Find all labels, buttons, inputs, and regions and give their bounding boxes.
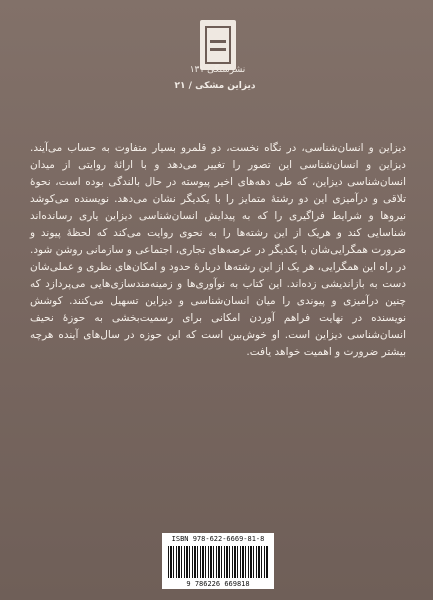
series-number: نشرشنگی ۱۳۱ xyxy=(189,65,246,75)
barcode xyxy=(162,533,274,589)
barcode-bars xyxy=(168,546,268,578)
logo-mark-icon xyxy=(205,26,231,64)
blurb-paragraph: دیزاین و انسان‌شناسی، در نگاه نخست، دو قلمرو بسیار متفاوت به حساب می‌آیند. دیزاین و انسان‌شناسی این تصور را تغییر می‌دهد و با ارائهٔ روایتی از میدان انسان‌شناسی دیزاین، که طی دهه‌های اخیر پیوسته در حال بالندگی بوده است، نحوهٔ تلاقی و درآمیزی این دو رشتهٔ متمایز را با یکدیگر نشان می‌دهد. نویسنده می‌کوشد نیروها و شرایط فراگیری را که به پیدایش انسان‌شناسی دیزاین یاری رسانده‌اند شناسایی کند و هریک از این رشته‌ها را به نحوی روایت می‌کند که لحظهٔ پیوند و ضرورت همگرایی‌شان با یکدیگر در عرصه‌های تجاری، اجتماعی و سازمانی روشن شود. در راه این همگرایی، هر یک از این رشته‌ها دربارهٔ حدود و امکان‌های نظری و عملی‌شان دست به بازاندیشی زده‌اند. این کتاب به نوآوری‌ها و زمینه‌مندسازی‌هایی می‌پردازد که چنین درآمیزی و پیوندی را میان انسان‌شناسی و دیزاین تسهیل می‌کنند. کوشش نویسنده در نهایت فراهم آوردن امکانی برای رسمیت‌بخشی به حوزهٔ نحیف انسان‌شناسی دیزاین است. او خوش‌بین است که این حوزه در سال‌های آینده هرچه بیشتر ضرورت و اهمیت خواهد یافت. xyxy=(30,142,406,358)
series-name: دیزاین مشکی / ۲۱ xyxy=(174,81,256,91)
blurb-text xyxy=(30,140,406,361)
logo-badge xyxy=(200,20,236,70)
barcode-digits: 9 786226 669818 xyxy=(186,580,250,588)
isbn-label: ISBN 978-622-6669-81-8 xyxy=(171,535,265,543)
